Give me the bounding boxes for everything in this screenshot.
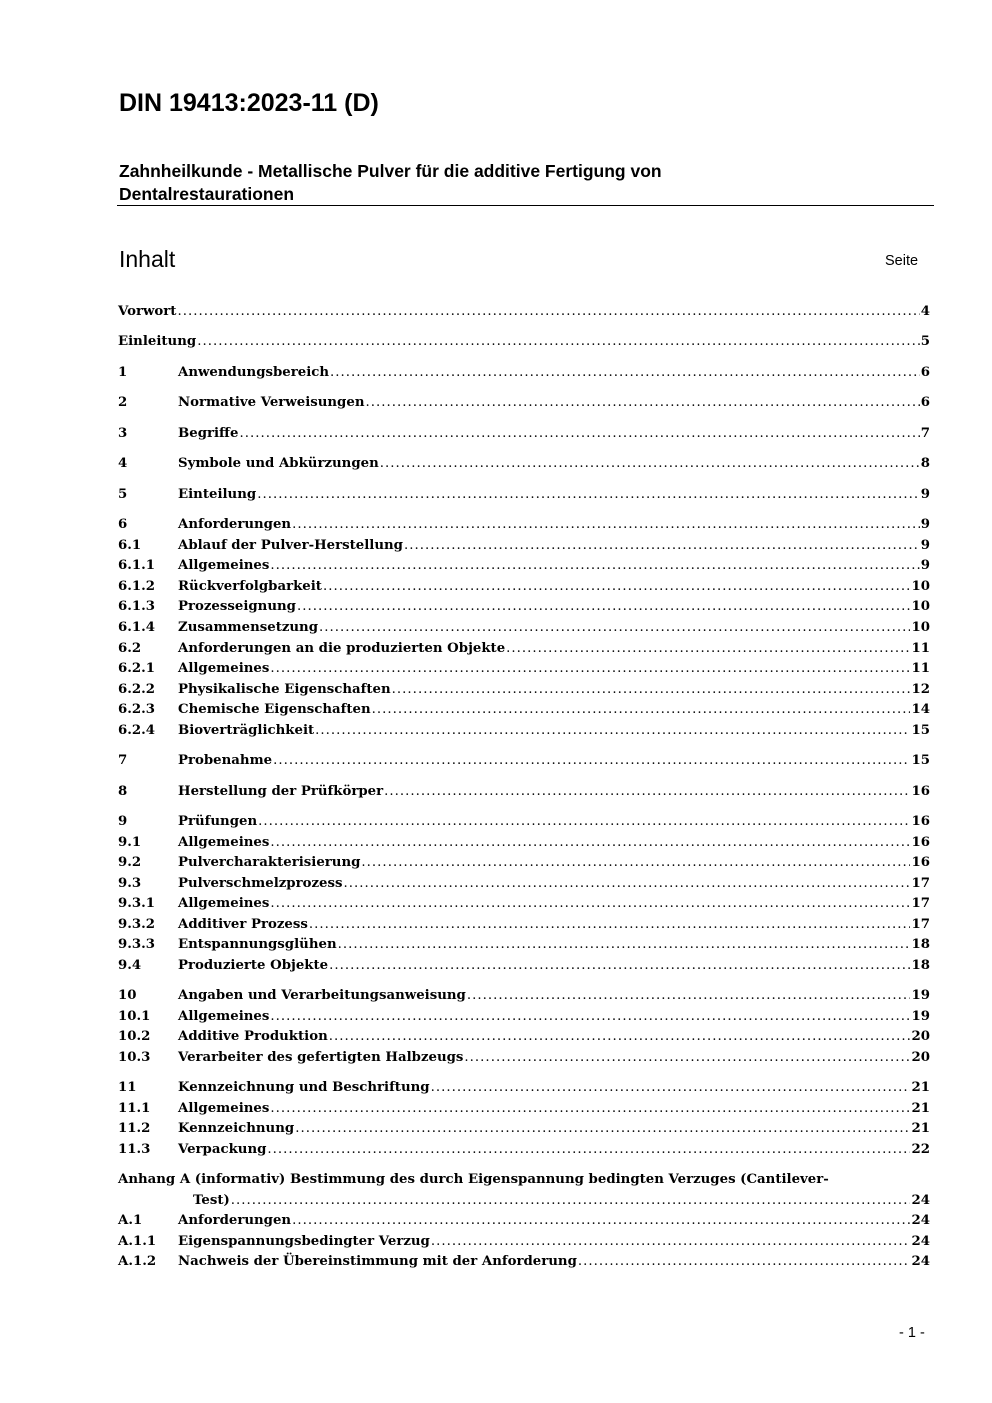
toc-entry-page: 19 <box>911 988 930 1003</box>
toc-leader <box>315 721 910 741</box>
toc-entry-page: 7 <box>920 426 930 441</box>
toc-entry[interactable] <box>118 302 930 322</box>
toc-entry[interactable] <box>118 915 930 935</box>
toc-entry-page: 11 <box>911 661 930 676</box>
toc-entry[interactable] <box>118 812 930 832</box>
toc-leader <box>270 1099 910 1119</box>
toc-entry-title: Kennzeichnung und Beschriftung <box>178 1080 430 1095</box>
toc-entry-number: 3 <box>118 426 128 441</box>
toc-entry-number: 1 <box>118 365 128 380</box>
toc-entry[interactable] <box>118 1252 930 1272</box>
toc-entry[interactable] <box>118 577 930 597</box>
toc-annex-title-line[interactable] <box>118 1170 930 1190</box>
toc-entry-title: Ablauf der Pulver-Herstellung <box>178 538 403 553</box>
toc-leader <box>177 302 919 322</box>
toc-entry[interactable] <box>118 515 930 535</box>
toc-entry-title: Produzierte Objekte <box>178 958 329 973</box>
toc-entry[interactable] <box>118 1048 930 1068</box>
toc-entry[interactable] <box>118 956 930 976</box>
toc-entry-number: A.1.2 <box>118 1254 157 1269</box>
toc-entry[interactable] <box>118 556 930 576</box>
toc-entry[interactable] <box>118 1078 930 1098</box>
title-divider <box>117 205 934 206</box>
toc-entry-title: Kennzeichnung <box>178 1121 295 1136</box>
toc-entry-page: 16 <box>911 835 930 850</box>
toc-entry[interactable] <box>118 363 930 383</box>
toc-entry-title: Allgemeines <box>178 835 270 850</box>
toc-entry-number: 6.2.2 <box>118 682 156 697</box>
toc-leader <box>380 454 920 474</box>
toc-entry-title: Prüfungen <box>178 814 258 829</box>
toc-entry[interactable] <box>118 1099 930 1119</box>
toc-entry-number: 6.2 <box>118 641 142 656</box>
toc-entry-page: 10 <box>911 579 930 594</box>
toc-leader <box>384 782 910 802</box>
toc-entry[interactable] <box>118 751 930 771</box>
toc-entry-number: 9.2 <box>118 855 142 870</box>
toc-entry-number: 6.1.1 <box>118 558 156 573</box>
toc-entry[interactable] <box>118 393 930 413</box>
toc-entry-title: Anforderungen <box>178 1213 292 1228</box>
toc-entry[interactable] <box>118 700 930 720</box>
toc-entry-page: 24 <box>911 1213 930 1228</box>
toc-entry-title: Pulverschmelzprozess <box>178 876 343 891</box>
toc-entry-title: Chemische Eigenschaften <box>178 702 371 717</box>
toc-entry-title: Verpackung <box>178 1142 267 1157</box>
toc-entry-number: 6.1.2 <box>118 579 156 594</box>
toc-entry-page: 18 <box>911 937 930 952</box>
toc-entry-title: Normative Verweisungen <box>178 395 365 410</box>
toc-entry-page: 9 <box>920 487 930 502</box>
toc-entry-page: 19 <box>911 1009 930 1024</box>
toc-entry-title: Pulvercharakterisierung <box>178 855 361 870</box>
toc-entry-number: 10.3 <box>118 1050 151 1065</box>
toc-entry-title: Entspannungsglühen <box>178 937 337 952</box>
toc-entry-page: 5 <box>920 334 930 349</box>
toc-leader <box>270 659 910 679</box>
toc-entry-title: Additiver Prozess <box>178 917 308 932</box>
toc-entry-number: 8 <box>118 784 128 799</box>
document-title-line-2: Dentalrestaurationen <box>119 184 295 204</box>
toc-entry[interactable] <box>118 833 930 853</box>
toc-entry-number: 9.1 <box>118 835 142 850</box>
toc-entry-page: 15 <box>911 753 930 768</box>
toc-entry-page: 14 <box>911 702 930 717</box>
toc-leader <box>329 1027 911 1047</box>
toc-entry-title: Eigenspannungsbedingter Verzug <box>178 1234 430 1249</box>
toc-entry-number: 10.1 <box>118 1009 151 1024</box>
toc-entry-page: 8 <box>920 456 930 471</box>
toc-entry-page: 21 <box>911 1080 930 1095</box>
toc-leader <box>392 680 911 700</box>
toc-leader <box>309 915 911 935</box>
toc-leader <box>338 935 911 955</box>
toc-entry-title: Nachweis der Übereinstimmung mit der Anforderung <box>178 1254 577 1269</box>
toc-leader <box>267 1140 910 1160</box>
toc-leader <box>431 1078 911 1098</box>
toc-entry-page: 6 <box>920 365 930 380</box>
toc-entry-page: 12 <box>911 682 930 697</box>
toc-leader <box>330 363 920 383</box>
toc-annex-title-line-2: Test) <box>193 1193 230 1208</box>
toc-entry[interactable] <box>118 536 930 556</box>
toc-entry[interactable] <box>118 680 930 700</box>
toc-leader <box>197 332 920 352</box>
toc-entry-page: 24 <box>911 1193 930 1208</box>
toc-entry[interactable] <box>118 1232 930 1252</box>
document-title <box>119 160 934 206</box>
toc-leader <box>404 536 920 556</box>
toc-leader <box>297 597 911 617</box>
toc-entry-page: 9 <box>920 517 930 532</box>
toc-entry-number: 9.3.3 <box>118 937 156 952</box>
toc-entry-page: 16 <box>911 784 930 799</box>
toc-entry-title: Verarbeiter des gefertigten Halbzeugs <box>178 1050 464 1065</box>
toc-leader <box>578 1252 911 1272</box>
toc-entry-number: 6.1.3 <box>118 599 156 614</box>
toc-entry-number: 11 <box>118 1080 137 1095</box>
toc-leader <box>257 485 920 505</box>
toc-entry-title: Einleitung <box>118 334 197 349</box>
toc-entry-title: Rückverfolgbarkeit <box>178 579 322 594</box>
toc-entry-page: 4 <box>920 304 930 319</box>
document-title-line-1: Zahnheilkunde - Metallische Pulver für die additive Fertigung von <box>119 161 662 181</box>
toc-entry-page: 9 <box>920 538 930 553</box>
toc-entry-number: 6.2.1 <box>118 661 156 676</box>
toc-entry[interactable] <box>118 874 930 894</box>
toc-entry-number: A.1 <box>118 1213 143 1228</box>
toc-entry[interactable] <box>118 1119 930 1139</box>
toc-entry-title: Begriffe <box>178 426 239 441</box>
page-column-label: Seite <box>885 253 919 269</box>
toc-entry-title: Zusammensetzung <box>178 620 319 635</box>
toc-leader <box>361 853 910 873</box>
toc-annex-title-line-1: Anhang A (informativ) Bestimmung des durch Eigenspannung bedingten Verzuges (Cantilever- <box>118 1172 829 1187</box>
toc-entry-number: 11.1 <box>118 1101 151 1116</box>
toc-leader <box>231 1191 911 1211</box>
toc-entry-number: 6.2.3 <box>118 702 156 717</box>
toc-entry-number: 9.3 <box>118 876 142 891</box>
document-number: DIN 19413:2023-11 (D) <box>119 89 379 117</box>
toc-entry-number: 11.2 <box>118 1121 151 1136</box>
toc-entry[interactable] <box>118 1027 930 1047</box>
toc-leader <box>467 986 911 1006</box>
toc-annex-entry[interactable] <box>118 1191 930 1211</box>
toc-entry-page: 17 <box>911 876 930 891</box>
toc-entry-title: Anwendungsbereich <box>178 365 330 380</box>
toc-leader <box>372 700 911 720</box>
toc-entry-number: 2 <box>118 395 128 410</box>
toc-entry-title: Bioverträglichkeit <box>178 723 315 738</box>
toc-leader <box>295 1119 910 1139</box>
toc-entry-page: 10 <box>911 599 930 614</box>
toc-leader <box>343 874 910 894</box>
toc-entry[interactable] <box>118 1140 930 1160</box>
toc-entry-page: 15 <box>911 723 930 738</box>
toc-leader <box>270 833 910 853</box>
toc-entry[interactable] <box>118 894 930 914</box>
toc-leader <box>292 1211 910 1231</box>
toc-entry-number: 9.3.2 <box>118 917 156 932</box>
toc-entry[interactable] <box>118 659 930 679</box>
toc-entry-page: 17 <box>911 896 930 911</box>
toc-entry[interactable] <box>118 721 930 741</box>
page-number: - 1 - <box>899 1325 925 1341</box>
toc-entry-title: Angaben und Verarbeitungsanweisung <box>178 988 466 1003</box>
toc-entry-number: 6.1 <box>118 538 142 553</box>
toc-entry-page: 21 <box>911 1121 930 1136</box>
toc-entry-page: 21 <box>911 1101 930 1116</box>
toc-entry-title: Allgemeines <box>178 896 270 911</box>
toc-leader <box>239 424 919 444</box>
toc-entry-page: 16 <box>911 814 930 829</box>
toc-entry-title: Einteilung <box>178 487 257 502</box>
toc-entry-page: 20 <box>911 1029 930 1044</box>
toc-entry-number: 11.3 <box>118 1142 151 1157</box>
toc-entry-page: 24 <box>911 1234 930 1249</box>
toc-entry-title: Vorwort <box>118 304 177 319</box>
toc-entry-title: Allgemeines <box>178 558 270 573</box>
toc-entry-page: 9 <box>920 558 930 573</box>
toc-entry[interactable] <box>118 485 930 505</box>
toc-entry-page: 22 <box>911 1142 930 1157</box>
toc-leader <box>319 618 910 638</box>
toc-entry-title: Allgemeines <box>178 661 270 676</box>
toc-entry-number: 6.2.4 <box>118 723 156 738</box>
toc-entry-number: 7 <box>118 753 128 768</box>
toc-leader <box>366 393 920 413</box>
toc-entry-title: Allgemeines <box>178 1009 270 1024</box>
toc-leader <box>273 751 910 771</box>
toc-leader <box>323 577 911 597</box>
toc-entry[interactable] <box>118 986 930 1006</box>
toc-leader <box>270 894 910 914</box>
toc-entry-title: Allgemeines <box>178 1101 270 1116</box>
toc-entry-page: 20 <box>911 1050 930 1065</box>
toc-entry-number: 9.4 <box>118 958 142 973</box>
toc-entry[interactable] <box>118 1007 930 1027</box>
toc-entry-title: Herstellung der Prüfkörper <box>178 784 384 799</box>
toc-entry[interactable] <box>118 853 930 873</box>
toc-entry-title: Additive Produktion <box>178 1029 328 1044</box>
toc-entry[interactable] <box>118 454 930 474</box>
toc-entry-page: 24 <box>911 1254 930 1269</box>
toc-entry-title: Anforderungen <box>178 517 292 532</box>
toc-heading: Inhalt <box>119 246 176 272</box>
toc-entry-number: 9.3.1 <box>118 896 156 911</box>
toc-entry-number: A.1.1 <box>118 1234 157 1249</box>
toc-entry-number: 10 <box>118 988 137 1003</box>
toc-entry-title: Prozesseignung <box>178 599 296 614</box>
toc-entry[interactable] <box>118 782 930 802</box>
toc-entry-number: 5 <box>118 487 128 502</box>
toc-entry-title: Anforderungen an die produzierten Objekte <box>178 641 506 656</box>
toc-entry-title: Probenahme <box>178 753 273 768</box>
toc-entry-page: 11 <box>911 641 930 656</box>
toc-entry-page: 6 <box>920 395 930 410</box>
toc-entry-page: 16 <box>911 855 930 870</box>
toc-leader <box>431 1232 911 1252</box>
toc-entry[interactable] <box>118 597 930 617</box>
toc-leader <box>506 639 910 659</box>
toc-entry[interactable] <box>118 935 930 955</box>
toc-leader <box>258 812 910 832</box>
toc-entry-page: 10 <box>911 620 930 635</box>
toc-entry[interactable] <box>118 618 930 638</box>
toc-entry-page: 17 <box>911 917 930 932</box>
toc-entry[interactable] <box>118 1211 930 1231</box>
toc-entry-number: 9 <box>118 814 128 829</box>
toc-leader <box>270 556 919 576</box>
toc-entry-title: Physikalische Eigenschaften <box>178 682 391 697</box>
toc-entry-number: 6 <box>118 517 128 532</box>
toc-leader <box>464 1048 910 1068</box>
toc-entry[interactable] <box>118 332 930 352</box>
toc-entry[interactable] <box>118 639 930 659</box>
toc-leader <box>292 515 920 535</box>
toc-entry-number: 6.1.4 <box>118 620 156 635</box>
toc-entry-page: 18 <box>911 958 930 973</box>
toc-entry-number: 10.2 <box>118 1029 151 1044</box>
toc-leader <box>329 956 910 976</box>
toc-entry[interactable] <box>118 424 930 444</box>
toc-leader <box>270 1007 910 1027</box>
toc-entry-title: Symbole und Abkürzungen <box>178 456 379 471</box>
toc-entry-number: 4 <box>118 456 128 471</box>
